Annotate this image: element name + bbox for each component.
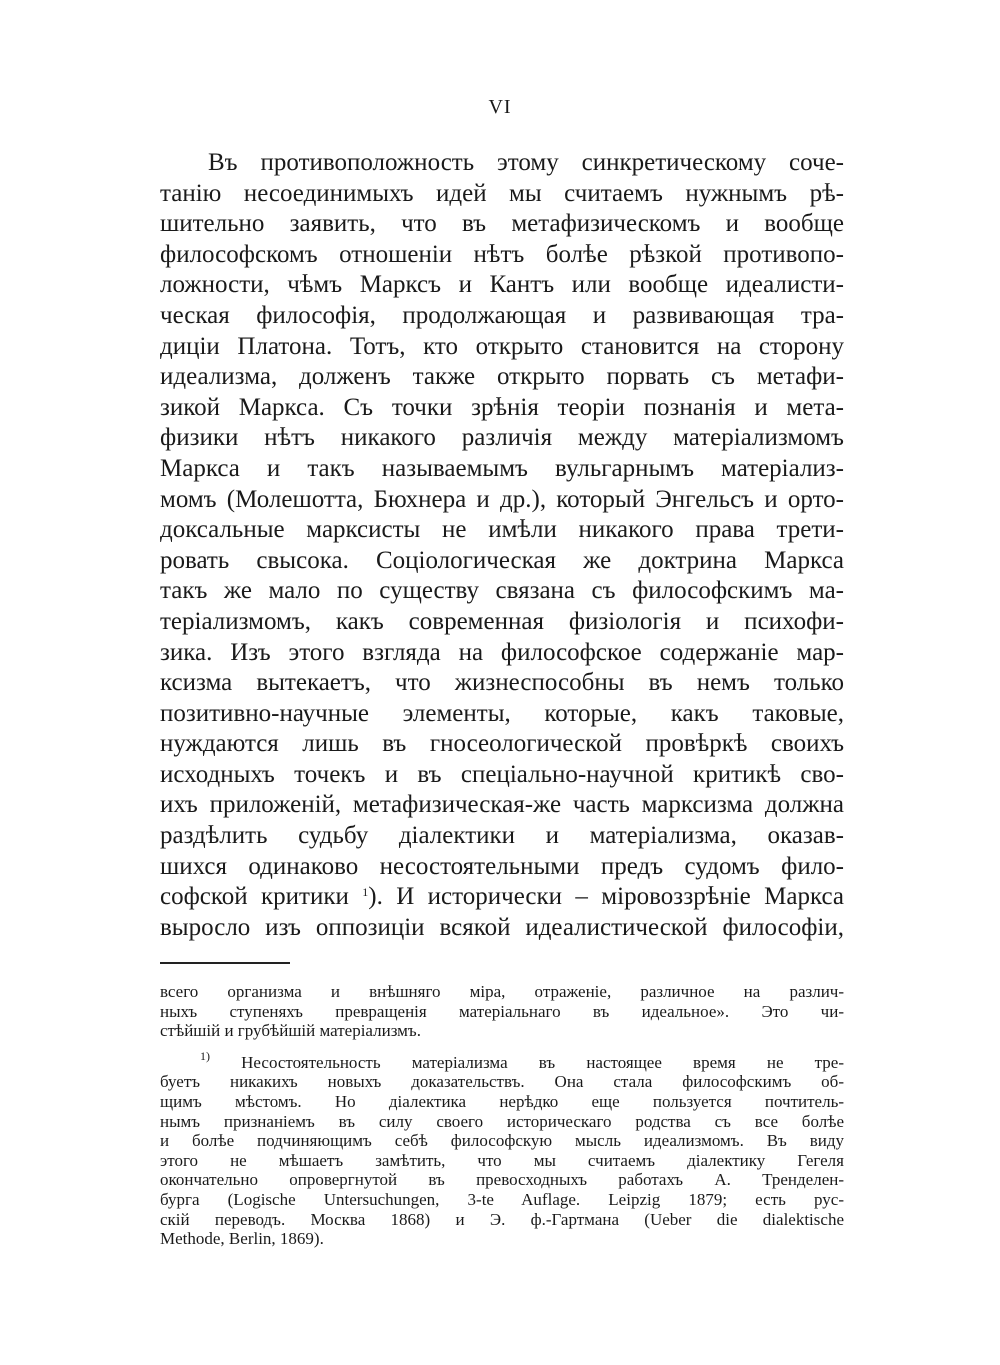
text-line: зикой Маркса. Съ точки зрѣнія теоріи познанія и мета- xyxy=(160,393,844,421)
text-line: теріализмомъ, какъ современная физіологія и психофи- xyxy=(160,607,844,635)
text-line: философскомъ отношеніи нѣтъ болѣе рѣзкой противопо- xyxy=(160,240,844,268)
text-line: доксальные марксисты не имѣли никакого права трети- xyxy=(160,516,844,544)
text-line: Маркса и такъ называемымъ вульгарнымъ матеріализ- xyxy=(160,454,844,482)
text-line: Въ противоположность этому синкретическому соче- xyxy=(208,149,844,176)
footnote-line: и болѣе подчиняющимъ себѣ философскую мысль идеализмомъ. Въ виду xyxy=(160,1131,844,1151)
footnote-line: этого не мѣшаетъ замѣтить, что мы считаемъ діалектику Гегеля xyxy=(160,1150,844,1170)
text-line: выросло изъ оппозиціи всякой идеалистической философіи, xyxy=(160,913,844,941)
text-line: диціи Платона. Тотъ, кто открыто становится на сторону xyxy=(160,332,844,360)
footnotes xyxy=(160,982,844,1249)
text-line: ихъ приложеній, метафизическая-же часть марксизма должна xyxy=(160,791,844,819)
footnote-line: всего организма и внѣшняго міра, отраженіе, различное на различ- xyxy=(160,982,844,1001)
page-number: VI xyxy=(488,96,512,118)
text-line: ложности, чѣмъ Марксъ и Кантъ или вообще идеалисти- xyxy=(160,271,844,299)
footnote-marker: 1) xyxy=(200,1048,210,1063)
text-line: идеализма, долженъ также открыто порвать съ метафи- xyxy=(160,363,844,391)
text-line-with-footnote-ref xyxy=(160,882,844,913)
text-line: раздѣлить судьбу діалектики и матеріализма, оказав- xyxy=(160,822,844,850)
footnote-line xyxy=(160,1048,844,1073)
footnote-line: Methode, Berlin, 1869). xyxy=(160,1229,324,1249)
main-text xyxy=(160,148,844,943)
footnote-reference[interactable]: 1 xyxy=(362,885,369,900)
footnote-separator xyxy=(160,962,290,964)
text-line: исходныхъ точекъ и въ спеціально-научной критикѣ сво- xyxy=(160,760,844,788)
text-line: нуждаются лишь въ гносеологической провѣркѣ своихъ xyxy=(160,730,844,758)
text-line: шихся одинаково несостоятельными предъ судомъ фило- xyxy=(160,852,844,880)
text-line: такъ же мало по существу связана съ философскимъ ма- xyxy=(160,577,844,605)
text-line: шительно заявить, что въ метафизическомъ и вообще xyxy=(160,210,844,238)
text-line: ксизма вытекаетъ, что жизнеспособны въ немъ только xyxy=(160,669,844,697)
text-fragment: Несостоятельность матеріализма въ настоящее время не тре- xyxy=(241,1052,844,1072)
text-line: позитивно-научные элементы, которые, какъ таковые, xyxy=(160,699,844,727)
text-line: ческая философія, продолжающая и развивающая тра- xyxy=(160,301,844,329)
text-fragment: софской критики xyxy=(160,883,349,911)
text-line: физики нѣтъ никакого различія между матеріализмомъ xyxy=(160,424,844,452)
text-fragment: ). И исторически – міровоззрѣніе Маркса xyxy=(368,883,844,911)
footnote-line: щимъ мѣстомъ. Но діалектика нерѣдко еще пользуется почтитель- xyxy=(160,1091,844,1111)
text-line: момъ (Молешотта, Бюхнера и др.), который Энгельсъ и орто- xyxy=(160,485,844,513)
text-line: ровать свысока. Соціологическая же доктрина Маркса xyxy=(160,546,844,574)
footnote-line: нымъ признаніемъ въ силу своего историческаго родства съ все болѣе xyxy=(160,1111,844,1131)
footnote-line: скій переводъ. Москва 1868) и Э. ф.-Гартмана (Ueber die dialektische xyxy=(160,1209,844,1229)
footnote-line: окончательно опровергнутой въ превосходныхъ работахъ А. Тренделен- xyxy=(160,1170,844,1190)
text-line: танію несоединимыхъ идей мы считаемъ нужнымъ рѣ- xyxy=(160,179,844,207)
text-line: зика. Изъ этого взгляда на философское содержаніе мар- xyxy=(160,638,844,666)
footnote-line: буетъ никакихъ новыхъ доказательствъ. Она стала философскимъ об- xyxy=(160,1072,844,1092)
footnote-line: ныхъ ступеняхъ превращенія матеріальнаго въ идеальное». Это чи- xyxy=(160,1001,844,1021)
footnote-line: бурга (Logische Untersuchungen, 3-te Auflage. Leipzig 1879; есть рус- xyxy=(160,1189,844,1209)
footnote-line: стѣйшій и грубѣйшій матеріализмъ. xyxy=(160,1021,421,1041)
